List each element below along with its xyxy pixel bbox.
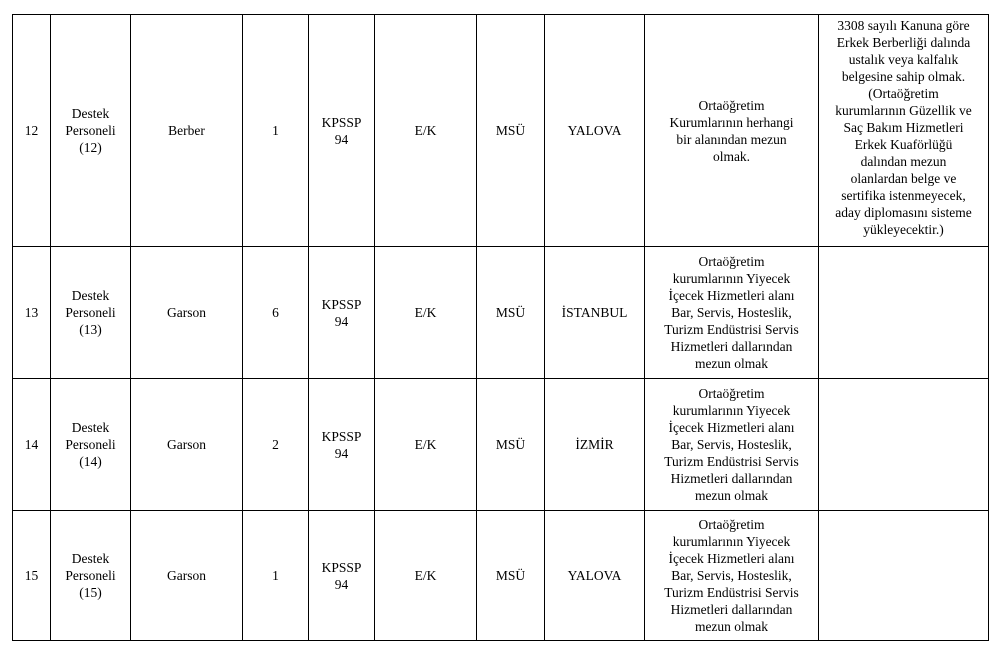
quota-cell: 6 <box>243 247 309 379</box>
quota-cell: 1 <box>243 15 309 247</box>
province-cell: İZMİR <box>545 379 645 511</box>
exam-cell: MSÜ <box>477 511 545 641</box>
education-cell: Ortaöğretim kurumlarının Yiyecek İçecek Hizmetleri alanı Bar, Servis, Hosteslik, Turizm Endüstrisi Servis Hizmetleri dallarından mezun olmak <box>645 247 819 379</box>
gender-cell: E/K <box>375 379 477 511</box>
quota-cell: 1 <box>243 511 309 641</box>
occupation-cell: Berber <box>131 15 243 247</box>
row-number: 12 <box>13 15 51 247</box>
title-cell: Destek Personeli (15) <box>51 511 131 641</box>
province-cell: İSTANBUL <box>545 247 645 379</box>
notes-cell <box>819 511 989 641</box>
personnel-table <box>12 14 989 641</box>
education-cell: Ortaöğretim kurumlarının Yiyecek İçecek Hizmetleri alanı Bar, Servis, Hosteslik, Turizm Endüstrisi Servis Hizmetleri dallarından mezun olmak <box>645 379 819 511</box>
table-row <box>13 379 989 511</box>
gender-cell: E/K <box>375 15 477 247</box>
score-type-cell: KPSSP 94 <box>309 247 375 379</box>
table-row <box>13 15 989 247</box>
title-cell: Destek Personeli (14) <box>51 379 131 511</box>
notes-cell <box>819 247 989 379</box>
exam-cell: MSÜ <box>477 247 545 379</box>
occupation-cell: Garson <box>131 379 243 511</box>
gender-cell: E/K <box>375 247 477 379</box>
occupation-cell: Garson <box>131 247 243 379</box>
quota-cell: 2 <box>243 379 309 511</box>
exam-cell: MSÜ <box>477 15 545 247</box>
gender-cell: E/K <box>375 511 477 641</box>
row-number: 15 <box>13 511 51 641</box>
exam-cell: MSÜ <box>477 379 545 511</box>
occupation-cell: Garson <box>131 511 243 641</box>
notes-cell: 3308 sayılı Kanuna göre Erkek Berberliği dalında ustalık veya kalfalık belgesine sahip olmak. (Ortaöğretim kurumlarının Güzellik ve Saç Bakım Hizmetleri Erkek Kuaförlüğü dalından mezun olanlardan belge ve sertifika istenmeyecek, aday diplomasını sisteme yükleyecektir.) <box>819 15 989 247</box>
notes-cell <box>819 379 989 511</box>
table-row <box>13 511 989 641</box>
table-row <box>13 247 989 379</box>
title-cell: Destek Personeli (13) <box>51 247 131 379</box>
education-cell: Ortaöğretim kurumlarının Yiyecek İçecek Hizmetleri alanı Bar, Servis, Hosteslik, Turizm Endüstrisi Servis Hizmetleri dallarından mezun olmak <box>645 511 819 641</box>
score-type-cell: KPSSP 94 <box>309 15 375 247</box>
row-number: 14 <box>13 379 51 511</box>
row-number: 13 <box>13 247 51 379</box>
score-type-cell: KPSSP 94 <box>309 379 375 511</box>
province-cell: YALOVA <box>545 15 645 247</box>
education-cell: Ortaöğretim Kurumlarının herhangi bir alanından mezun olmak. <box>645 15 819 247</box>
title-cell: Destek Personeli (12) <box>51 15 131 247</box>
province-cell: YALOVA <box>545 511 645 641</box>
score-type-cell: KPSSP 94 <box>309 511 375 641</box>
